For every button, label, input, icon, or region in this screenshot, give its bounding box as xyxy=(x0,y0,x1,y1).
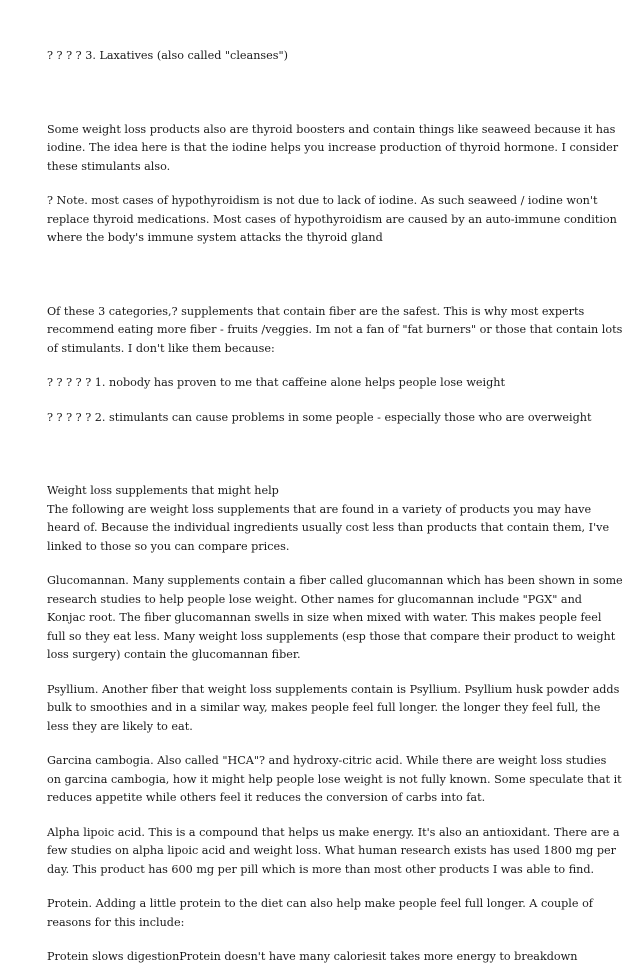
text-line: iodine. The idea here is that the iodine helps you increase production of thyroid hormone. I consider xyxy=(47,141,619,154)
spacer xyxy=(47,932,607,948)
text-line: where the body's immune system attacks the thyroid gland xyxy=(47,231,383,244)
text-line: on garcina cambogia, how it might help people lose weight is not fully known. Some speculate that it xyxy=(47,772,622,786)
text-line: The following are weight loss supplements that are found in a variety of products you may have xyxy=(47,502,592,516)
text-line: Glucomannan. Many supplements contain a fiber called glucomannan which has been shown in some xyxy=(47,574,623,587)
spacer xyxy=(47,427,607,482)
paragraph-glucomannan xyxy=(47,572,623,665)
text-line: recommend eating more fiber - fruits /veggies. Im not a fan of "fat burners" or those that contain lots xyxy=(47,323,623,336)
document-page xyxy=(47,47,623,967)
text-line: less they are likely to eat. xyxy=(47,719,193,733)
text-line: these stimulants also. xyxy=(47,159,171,173)
spacer xyxy=(47,66,607,121)
text-line: of stimulants. I don't like them because: xyxy=(47,341,275,355)
text-line: full so they eat less. Many weight loss supplements (esp those that compare their product to weight xyxy=(47,629,616,643)
text-line: reasons for this include: xyxy=(47,915,185,929)
text-line: Garcina cambogia. Also called "HCA"? and hydroxy-citric acid. While there are weight loss studies xyxy=(47,754,607,767)
text-line: Protein slows digestionProtein doesn't have many caloriesit takes more energy to breakdown xyxy=(47,950,578,963)
text-line: Some weight loss products also are thyroid boosters and contain things like seaweed because it has xyxy=(47,122,616,136)
text-line: Psyllium. Another fiber that weight loss supplements contain is Psyllium. Psyllium husk powder adds xyxy=(47,682,620,696)
text-line: few studies on alpha lipoic acid and weight loss. What human research exists has used 1800 mg per xyxy=(47,844,616,857)
text-line: Konjac root. The fiber glucomannan swells in size when mixed with water. This makes people feel xyxy=(47,611,602,624)
paragraph-supplements-intro xyxy=(47,482,610,556)
text-line: replace thyroid medications. Most cases of hypothyroidism are caused by an auto-immune condition xyxy=(47,212,617,226)
paragraph-garcinia xyxy=(47,752,622,808)
paragraph-psyllium xyxy=(47,681,620,737)
text-line: Alpha lipoic acid. This is a compound that helps us make energy. It's also an antioxidant. There are a xyxy=(47,825,620,839)
spacer xyxy=(47,556,607,572)
text-line: Protein. Adding a little protein to the diet can also help make people feel full longer. A couple of xyxy=(47,897,593,910)
paragraph-protein-reasons xyxy=(47,948,607,967)
spacer xyxy=(47,248,607,303)
text-line: heard of. Because the individual ingredients usually cost less than products that contain them, I've xyxy=(47,521,610,534)
text-line: ? ? ? ? ? 1. nobody has proven to me that caffeine alone helps people lose weight xyxy=(47,376,505,389)
spacer xyxy=(47,879,607,895)
spacer xyxy=(47,665,607,681)
text-line: ? ? ? ? 3. Laxatives (also called "cleanses") xyxy=(47,49,289,62)
spacer xyxy=(47,808,607,824)
paragraph-thyroid-boosters xyxy=(47,121,619,177)
text-line: research studies to help people lose weight. Other names for glucomannan include "PGX" and xyxy=(47,592,582,606)
paragraph-laxatives xyxy=(47,47,607,66)
paragraph-protein xyxy=(47,895,607,932)
paragraph-note-hypothyroidism xyxy=(47,192,617,248)
spacer xyxy=(47,358,607,374)
spacer xyxy=(47,176,607,192)
spacer xyxy=(47,393,607,409)
text-line: loss surgery) contain the glucomannan fiber. xyxy=(47,648,301,661)
text-line: reduces appetite while others feel it reduces the conversion of carbs into fat. xyxy=(47,791,486,804)
paragraph-reason-2 xyxy=(47,409,607,428)
spacer xyxy=(47,736,607,752)
text-line: Of these 3 categories,? supplements that contain fiber are the safest. This is why most experts xyxy=(47,304,585,318)
text-line: bulk to smoothies and in a similar way, makes people feel full longer. the longer they feel full, the xyxy=(47,701,601,714)
text-line: linked to those so you can compare prices. xyxy=(47,539,290,553)
section-heading: Weight loss supplements that might help xyxy=(47,484,279,497)
text-line: ? ? ? ? ? 2. stimulants can cause problems in some people - especially those who are overweight xyxy=(47,410,592,424)
text-line: day. This product has 600 mg per pill which is more than most other products I was able to find. xyxy=(47,862,595,876)
text-line: ? Note. most cases of hypothyroidism is not due to lack of iodine. As such seaweed / iodine won't xyxy=(47,194,598,207)
paragraph-categories xyxy=(47,303,623,359)
paragraph-reason-1 xyxy=(47,374,607,393)
paragraph-alpha-lipoic-acid xyxy=(47,824,620,880)
